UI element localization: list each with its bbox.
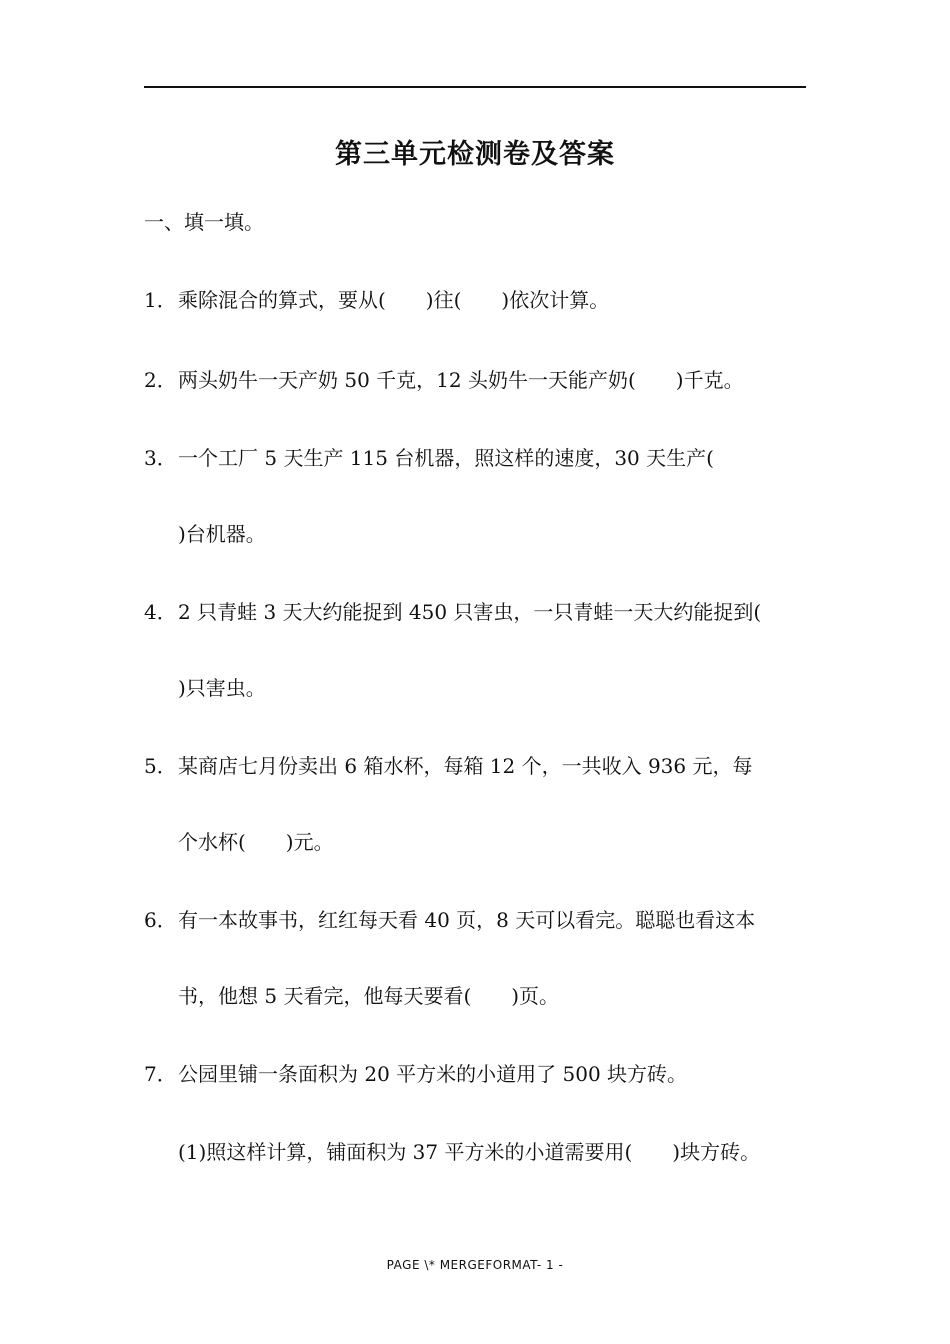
page-footer: PAGE \* MERGEFORMAT- 1 - bbox=[386, 1258, 564, 1272]
question-6 bbox=[144, 906, 755, 934]
question-2 bbox=[144, 366, 744, 394]
question-4-continued: )只害虫。 bbox=[178, 676, 266, 700]
question-5 bbox=[144, 752, 753, 780]
question-text: 某商店七月份卖出 6 箱水杯，每箱 12 个，一共收入 936 元，每 bbox=[178, 754, 753, 778]
question-text: 2 只青蛙 3 天大约能捉到 450 只害虫，一只青蛙一天大约能捉到( bbox=[178, 600, 762, 624]
question-text: 有一本故事书，红红每天看 40 页，8 天可以看完。聪聪也看这本 bbox=[178, 908, 756, 932]
question-1 bbox=[144, 286, 609, 314]
question-text: 公园里铺一条面积为 20 平方米的小道用了 500 块方砖。 bbox=[178, 1062, 688, 1086]
question-number: 7． bbox=[144, 1062, 177, 1086]
question-number: 2． bbox=[144, 368, 177, 392]
header-rule bbox=[144, 86, 806, 88]
question-4 bbox=[144, 598, 761, 626]
question-5-continued: 个水杯( )元。 bbox=[178, 830, 334, 854]
question-3-continued: )台机器。 bbox=[178, 522, 266, 546]
question-6-continued: 书，他想 5 天看完，他每天要看( )页。 bbox=[178, 984, 560, 1008]
question-7-part-1: (1)照这样计算，铺面积为 37 平方米的小道需要用( )块方砖。 bbox=[178, 1140, 761, 1164]
question-text: 乘除混合的算式，要从( )往( )依次计算。 bbox=[178, 288, 610, 312]
question-number: 4． bbox=[144, 600, 177, 624]
question-number: 5． bbox=[144, 754, 177, 778]
question-7 bbox=[144, 1060, 687, 1088]
question-3 bbox=[144, 444, 714, 472]
question-number: 1． bbox=[144, 288, 177, 312]
section-heading: 一、填一填。 bbox=[144, 210, 264, 234]
page-title: 第三单元检测卷及答案 bbox=[335, 139, 615, 170]
question-text: 一个工厂 5 天生产 115 台机器，照这样的速度，30 天生产( bbox=[178, 446, 714, 470]
question-number: 3． bbox=[144, 446, 177, 470]
question-text: 两头奶牛一天产奶 50 千克，12 头奶牛一天能产奶( )千克。 bbox=[178, 368, 744, 392]
question-number: 6． bbox=[144, 908, 177, 932]
